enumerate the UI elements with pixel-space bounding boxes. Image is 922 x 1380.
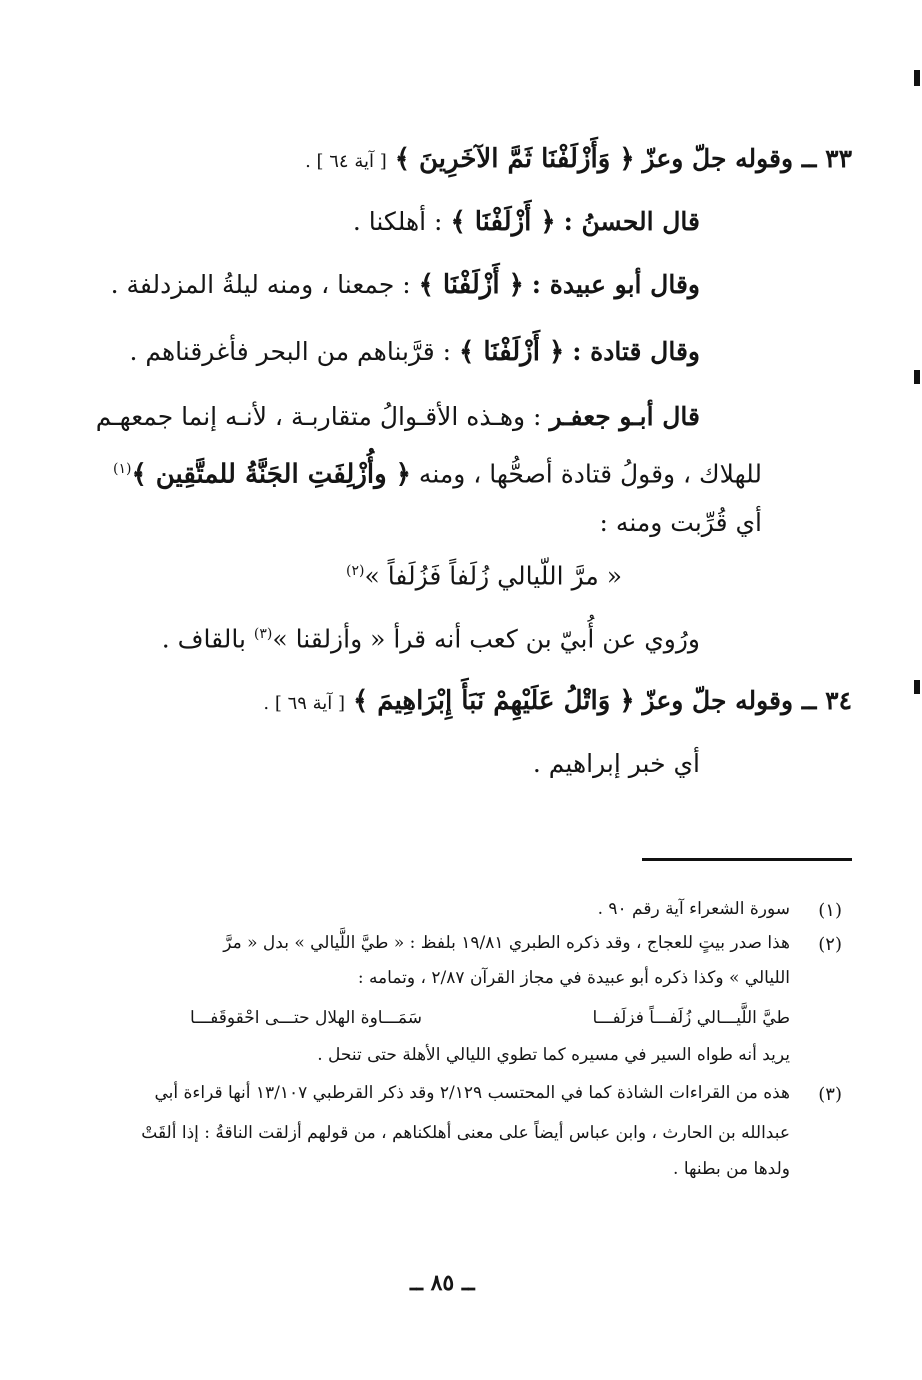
footnote-separator (642, 858, 852, 861)
scan-mark (914, 370, 920, 384)
paragraph-line (600, 504, 762, 542)
quran-quote: ﴿ وَاتْلُ عَلَيْهِمْ نَبَأَ إِبْرَاهِيمَ ﴾ (353, 686, 635, 716)
quran-quote: ﴿ أَزْلَفْنَا ﴾ (418, 270, 524, 300)
scan-mark (914, 70, 920, 86)
abu-jafar-line (96, 398, 700, 436)
footnote-2-line: يريد أنه طواه السير في مسيره كما تطوي الليالي الأهلة حتى تنحل . (317, 1045, 790, 1065)
paragraph-text: للهلاك ، وقولُ قتادة أصحُّها ، ومنه (418, 459, 762, 489)
footnote-3-line: عبدالله بن الحارث ، وابن عباس أيضاً على معنى أهلكناهم ، من قولهم أزلقت الناقةُ : إذا ألقَتْ (141, 1123, 790, 1143)
quran-quote: ﴿ وَأَزْلَفْنَا ثَمَّ الآخَرِينَ ﴾ (394, 144, 635, 174)
footnote-ref: (٣) (253, 626, 273, 642)
ubayy-line (162, 615, 700, 658)
entry-33-heading: ٣٣ ــ وقوله جلّ وعزّ (642, 144, 852, 173)
explanation-text: : وهـذه الأقـوالُ متقاربـة ، لأنـه إنما جمعهـم (95, 402, 542, 431)
footnote-2-line: الليالي » وكذا ذكره أبو عبيدة في مجاز القرآن ٢/٨٧ ، وتمامه : (357, 968, 790, 988)
paragraph-text: أي قُرِّبت ومنه : (599, 508, 762, 537)
paragraph-line (113, 450, 762, 493)
quran-quote: ﴿ وأُزْلِفَتِ الجَنَّةُ للمتَّقِين ﴾ (131, 459, 411, 490)
footnote-2-line: هذا صدر بيتٍ للعجاج ، وقد ذكره الطبري ١٩/٨١ بلفظ : « طيَّ اللَّيالي » بدل « مرَّ (223, 933, 790, 953)
scan-mark (914, 680, 920, 694)
entry-34-line (263, 682, 852, 723)
footnote-ref: (٢) (345, 563, 365, 579)
poetry-quote: « مرَّ اللّيالي زُلَفاً فَزُلَفاً » (364, 561, 622, 591)
speaker-hasan: قال الحسنُ : (563, 207, 700, 236)
quran-quote: ﴿ أَزْلَفْنَا ﴾ (459, 337, 565, 367)
entry-34-heading: ٣٤ ــ وقوله جلّ وعزّ (642, 686, 852, 715)
abu-ubaida-line (111, 266, 700, 304)
footnote-3-line: هذه من القراءات الشاذة كما في المحتسب ٢/١٢٩ وقد ذكر القرطبي ١٣/١٠٧ أنها قراءة أبي (154, 1083, 790, 1103)
verse-reference: [ آية ٦٤ ] . (305, 151, 387, 172)
paragraph-text: بالقاف . (161, 624, 246, 654)
hasan-line (353, 203, 700, 241)
paragraph-text: أي خبر إبراهيم . (532, 749, 700, 778)
explanation-text: : أهلكنا . (352, 207, 443, 236)
explanation-text: : جمعنا ، ومنه ليلةُ المزدلفة . (110, 270, 411, 299)
explanation-text: : قرَّبناهم من البحر فأغرقناهم . (129, 337, 452, 366)
speaker-abu-jafar: قال أبـو جعفـر (549, 402, 700, 431)
page-number: ــ ٨٥ ــ (410, 1270, 475, 1296)
quran-quote: ﴿ أَزْلَفْنَا ﴾ (450, 207, 556, 237)
footnote-2-verse-second: سَمَـــاوة الهلال حتـــى احْقوقَفـــا (190, 1008, 422, 1028)
entry-33-line (305, 140, 852, 181)
poetry-line (346, 552, 622, 595)
explanation-line (533, 745, 700, 783)
footnote-1-number: (١) (818, 900, 842, 921)
footnote-3-line: ولدها من بطنها . (673, 1159, 790, 1179)
footnote-2-number: (٢) (818, 934, 842, 955)
qatada-line (129, 333, 700, 371)
verse-reference: [ آية ٦٩ ] . (263, 693, 346, 714)
footnote-ref: (١) (112, 461, 132, 477)
paragraph-text: ورُوي عن أُبيّ بن كعب أنه قرأ « وأزلقنا » (272, 624, 700, 654)
speaker-qatada: وقال قتادة : (572, 337, 700, 366)
footnote-1-text: سورة الشعراء آية رقم ٩٠ . (597, 899, 790, 919)
speaker-abu-ubaida: وقال أبو عبيدة : (531, 270, 700, 299)
footnote-2-verse-first: طيَّ اللَّيـــالي زُلَفـــاً فزلَفـــا (592, 1008, 790, 1028)
footnote-3-number: (٣) (818, 1084, 842, 1105)
